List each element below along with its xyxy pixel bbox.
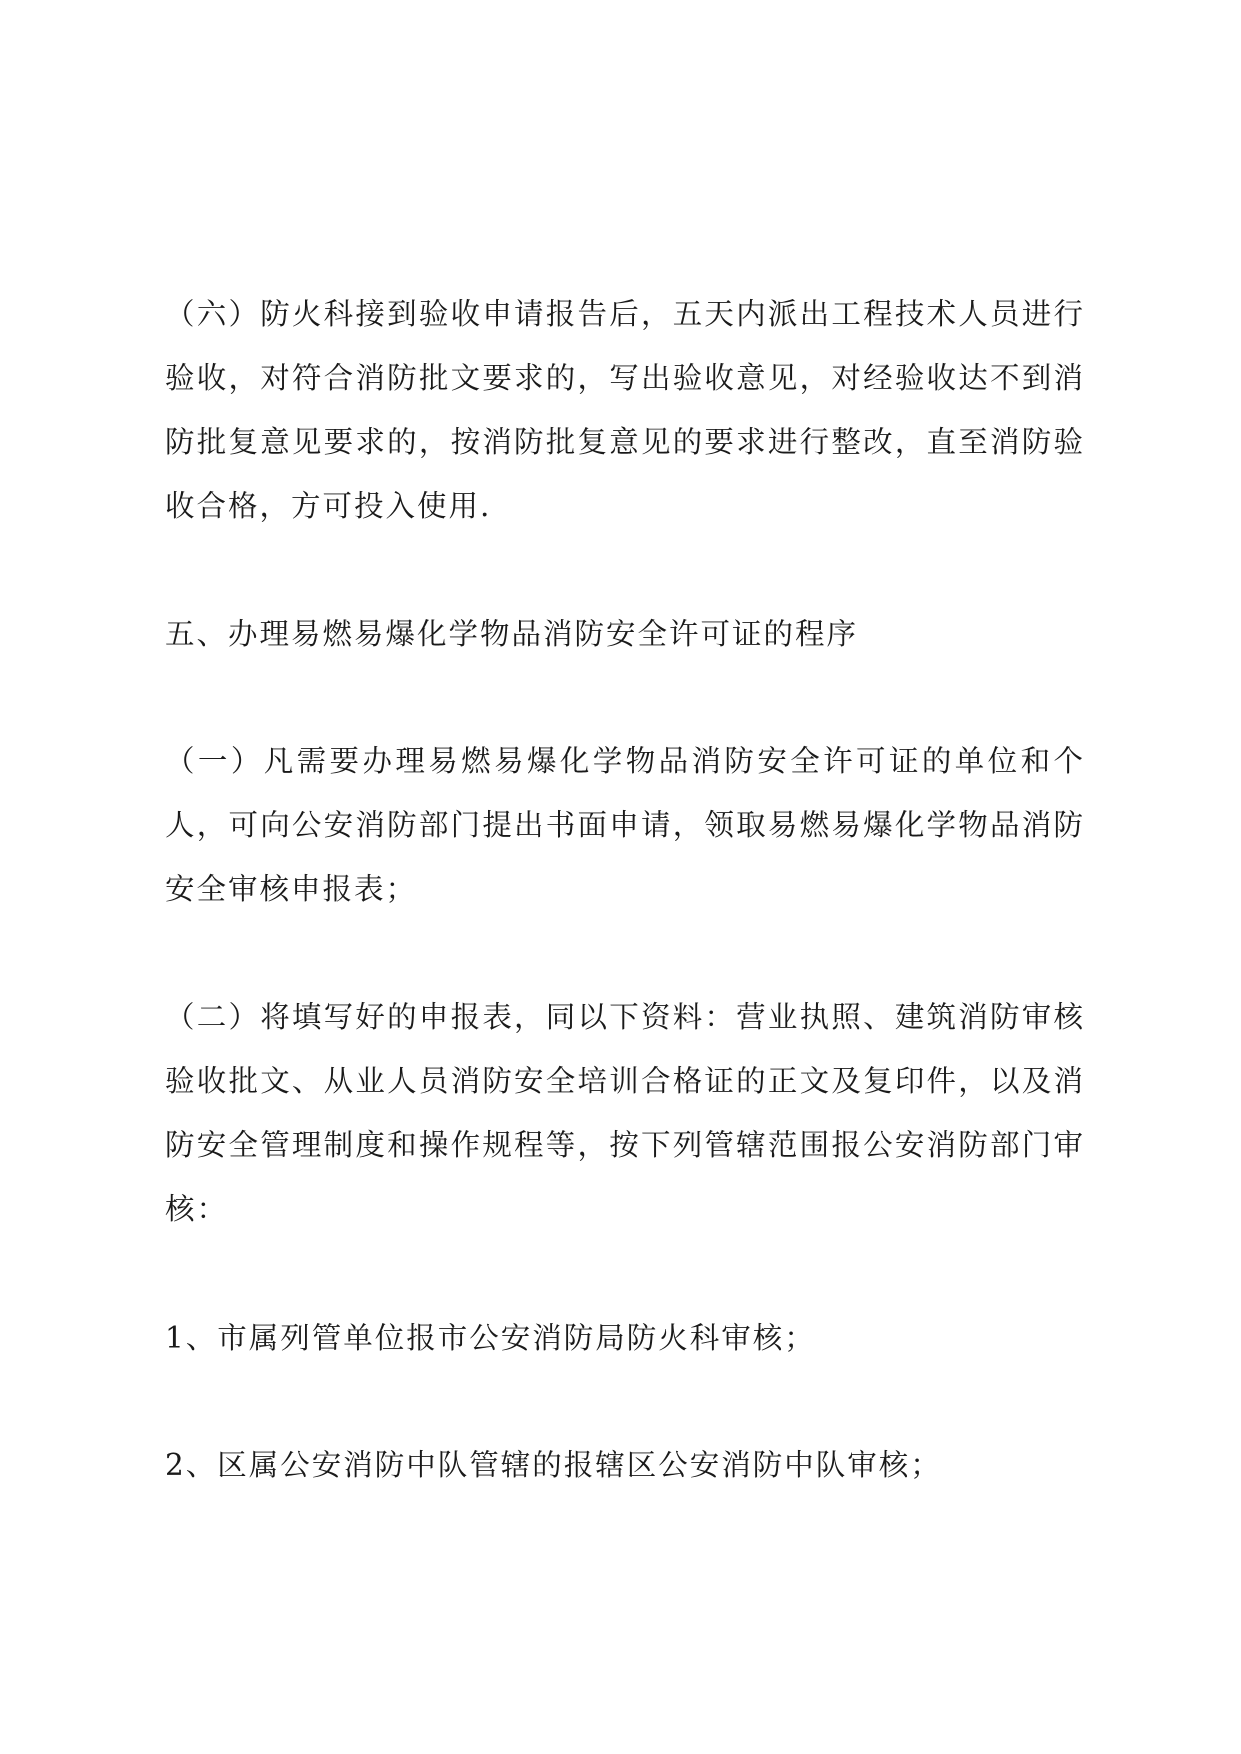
section-heading-five: 五、办理易燃易爆化学物品消防安全许可证的程序 xyxy=(165,617,859,651)
list-item-city-units: 1、市属列管单位报市公安消防局防火科审核； xyxy=(165,1321,816,1355)
paragraph-submission-materials: （二）将填写好的申报表，同以下资料：营业执照、建筑消防审核验收批文、从业人员消防安全培训合格证的正文及复印件，以及消防安全管理制度和操作规程等，按下列管辖范围报公安消防部门审核： xyxy=(165,1000,1085,1226)
paragraph-acceptance-inspection: （六）防火科接到验收申请报告后，五天内派出工程技术人员进行验收，对符合消防批文要求的，写出验收意见，对经验收达不到消防批复意见要求的，按消防批复意见的要求进行整改，直至消防验收合格，方可投入使用. xyxy=(165,297,1085,523)
paragraph-application: （一）凡需要办理易燃易爆化学物品消防安全许可证的单位和个人，可向公安消防部门提出书面申请，领取易燃易爆化学物品消防安全审核申报表； xyxy=(165,744,1085,906)
list-item-district-units: 2、区属公安消防中队管辖的报辖区公安消防中队审核； xyxy=(165,1448,942,1482)
